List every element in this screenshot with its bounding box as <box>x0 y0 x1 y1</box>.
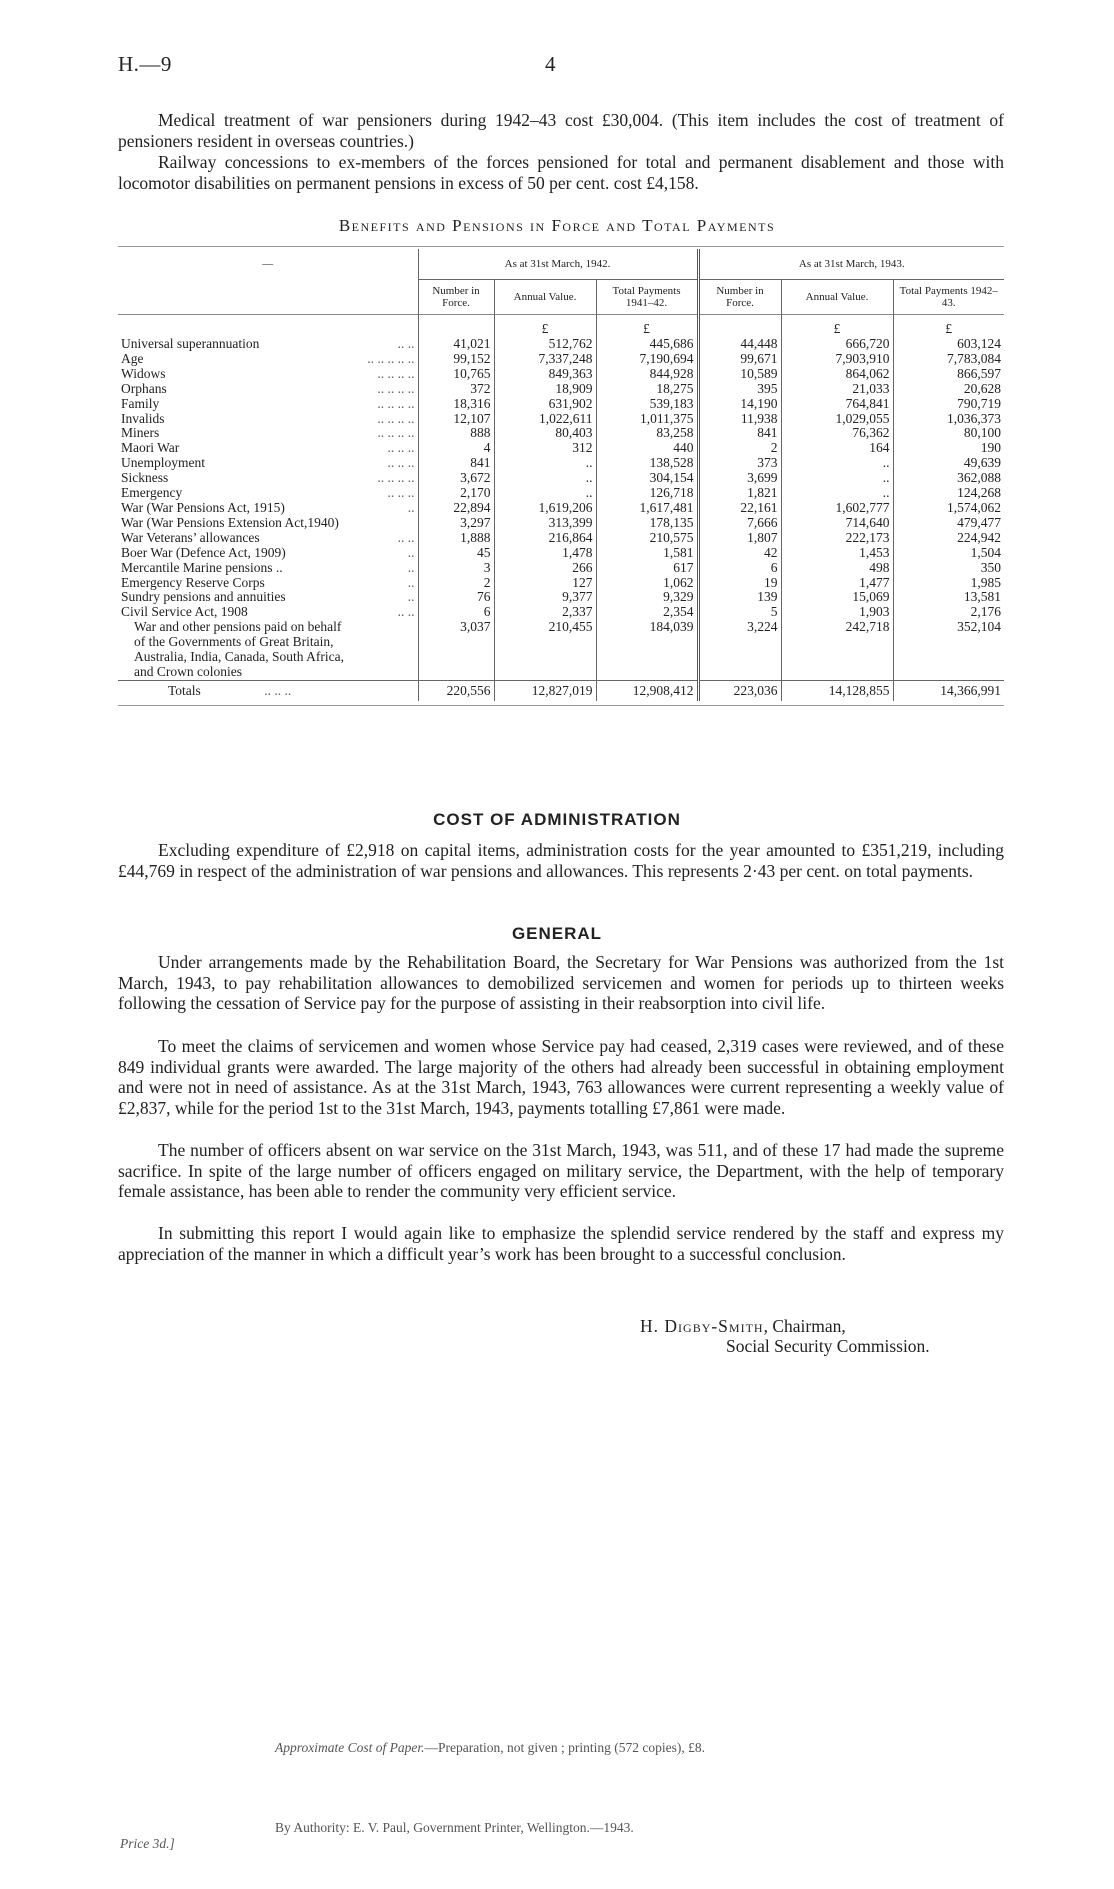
table-row <box>118 501 1004 516</box>
cell-annual-1943: .. <box>781 471 893 486</box>
signatory-organisation: Social Security Commission. <box>726 1336 930 1356</box>
cell-annual-1942: 312 <box>494 441 596 456</box>
admin-heading: COST OF ADMINISTRATION <box>433 810 681 829</box>
cell-number-1943: 7,666 <box>698 516 781 531</box>
cell-number-1943: 5 <box>698 605 781 620</box>
table-row <box>118 471 1004 486</box>
table-row <box>118 426 1004 441</box>
table-row <box>118 605 1004 620</box>
row-label: Mercantile Marine pensions .. <box>121 559 283 575</box>
cell-annual-1943: 1,453 <box>781 546 893 561</box>
totals-payments-1942: 12,908,412 <box>596 680 698 701</box>
table-row <box>118 352 1004 367</box>
cell-annual-1943: 1,029,055 <box>781 412 893 427</box>
cell-number-1942: 45 <box>418 546 494 561</box>
row-label: Australia, India, Canada, South Africa, <box>134 649 344 665</box>
admin-paragraph: Excluding expenditure of £2,918 on capital items, administration costs for the year amounted to £351,219, including £44,769 in respect of the administration of war pensions and allowances. This represents 2·43 per cent. on total payments. <box>118 840 1004 881</box>
cell-annual-1943 <box>781 635 893 650</box>
signature-name-line <box>640 1316 846 1337</box>
cell-annual-1943: 714,640 <box>781 516 893 531</box>
cell-annual-1943: 1,477 <box>781 576 893 591</box>
dot-leader: .. .. .. .. <box>377 410 415 426</box>
cell-payments-1943: 866,597 <box>893 367 1004 382</box>
cell-payments-1942: 1,062 <box>596 576 698 591</box>
dot-leader: .. <box>407 559 415 575</box>
dot-leader: .. .. .. <box>387 485 415 501</box>
row-label: Orphans <box>121 380 167 396</box>
intro-paragraph-railway: Railway concessions to ex-members of the forces pensioned for total and permanent disablement and those with locomotor disabilities on permanent pensions in excess of 50 per cent. cost £4,158. <box>118 152 1004 193</box>
dot-leader: .. <box>407 589 415 605</box>
cell-number-1942: 372 <box>418 382 494 397</box>
cell-number-1943: 1,807 <box>698 531 781 546</box>
dot-leader: .. .. .. <box>387 455 415 471</box>
cell-annual-1943: 7,903,910 <box>781 352 893 367</box>
cell-number-1942: 3,672 <box>418 471 494 486</box>
cell-number-1943 <box>698 635 781 650</box>
cell-annual-1942: .. <box>494 471 596 486</box>
row-label: Sundry pensions and annuities <box>121 589 286 605</box>
dot-leader: .. .. .. .. <box>377 395 415 411</box>
cell-payments-1943: 124,268 <box>893 486 1004 501</box>
cell-annual-1942 <box>494 665 596 680</box>
table-row <box>118 382 1004 397</box>
table-top-rule <box>118 246 1004 247</box>
cell-payments-1942: 445,686 <box>596 337 698 352</box>
table-row <box>118 576 1004 591</box>
cell-payments-1943: 49,639 <box>893 456 1004 471</box>
dot-leader: .. .. <box>397 529 415 545</box>
cell-annual-1942: 313,399 <box>494 516 596 531</box>
cell-payments-1942: 83,258 <box>596 426 698 441</box>
cell-annual-1942: 512,762 <box>494 337 596 352</box>
cell-payments-1942: 126,718 <box>596 486 698 501</box>
cell-annual-1942: 216,864 <box>494 531 596 546</box>
cell-annual-1943: .. <box>781 456 893 471</box>
cell-payments-1943: 190 <box>893 441 1004 456</box>
cell-payments-1942: 18,275 <box>596 382 698 397</box>
cell-annual-1943: 76,362 <box>781 426 893 441</box>
cell-number-1942 <box>418 665 494 680</box>
dot-leader: .. .. .. .. <box>377 365 415 381</box>
cell-annual-1943: 15,069 <box>781 590 893 605</box>
table-row <box>118 516 1004 531</box>
cell-number-1942: 2 <box>418 576 494 591</box>
row-label: Universal superannuation <box>121 336 260 351</box>
row-label: Emergency <box>121 485 183 501</box>
price-note: Price 3d.] <box>120 1836 175 1851</box>
cell-annual-1942: 9,377 <box>494 590 596 605</box>
row-label: and Crown colonies <box>134 663 242 679</box>
cell-annual-1942: 1,619,206 <box>494 501 596 516</box>
cell-payments-1943: 1,985 <box>893 576 1004 591</box>
col-total-1942: Total Payments 1941–42. <box>596 280 698 315</box>
cell-annual-1943: 864,062 <box>781 367 893 382</box>
dot-leader: .. .. <box>397 336 415 351</box>
cell-payments-1942: 1,581 <box>596 546 698 561</box>
cell-annual-1943: 164 <box>781 441 893 456</box>
cell-number-1943: 6 <box>698 561 781 576</box>
dot-leader: .. <box>407 499 415 515</box>
cell-number-1942: 841 <box>418 456 494 471</box>
cell-annual-1942: .. <box>494 456 596 471</box>
cell-number-1942: 99,152 <box>418 352 494 367</box>
cell-number-1943: 10,589 <box>698 367 781 382</box>
cell-annual-1942: .. <box>494 486 596 501</box>
cell-number-1942 <box>418 650 494 665</box>
cell-annual-1943: 222,173 <box>781 531 893 546</box>
dot-leader: .. .. .. .. <box>377 425 415 441</box>
cell-payments-1943: 362,088 <box>893 471 1004 486</box>
totals-row: Totals .. .. .. 220,556 12,827,019 12,908,412 223,036 14,128,855 14,366,991 <box>118 680 1004 701</box>
cell-payments-1942: 617 <box>596 561 698 576</box>
cell-payments-1942: 210,575 <box>596 531 698 546</box>
cell-annual-1942: 1,478 <box>494 546 596 561</box>
signatory-title: , Chairman, <box>763 1316 846 1336</box>
dot-leader: .. .. .. .. <box>377 380 415 396</box>
cell-number-1942: 1,888 <box>418 531 494 546</box>
cell-number-1943: 11,938 <box>698 412 781 427</box>
cell-number-1942: 12,107 <box>418 412 494 427</box>
cell-payments-1943: 2,176 <box>893 605 1004 620</box>
cell-number-1943: 3,224 <box>698 620 781 635</box>
cell-number-1943: 19 <box>698 576 781 591</box>
cell-payments-1942: 7,190,694 <box>596 352 698 367</box>
table-row <box>118 635 1004 650</box>
cell-annual-1942: 210,455 <box>494 620 596 635</box>
cell-payments-1942: 844,928 <box>596 367 698 382</box>
cell-annual-1942: 1,022,611 <box>494 412 596 427</box>
cell-number-1943: 1,821 <box>698 486 781 501</box>
cell-annual-1943: 21,033 <box>781 382 893 397</box>
row-label: Unemployment <box>121 455 205 471</box>
table-row <box>118 546 1004 561</box>
cell-payments-1943: 790,719 <box>893 397 1004 412</box>
general-paragraph-1: Under arrangements made by the Rehabilitation Board, the Secretary for War Pensions was authorized from the 1st March, 1943, to pay rehabilitation allowances to demobilized servicemen and women for periods up to thirteen weeks following the cessation of Service pay for the purpose of assisting in their reabsorption into civil life. <box>118 952 1004 1014</box>
row-label: Widows <box>121 365 166 381</box>
cell-payments-1943: 1,574,062 <box>893 501 1004 516</box>
general-paragraph-2: To meet the claims of servicemen and women whose Service pay had ceased, 2,319 cases were reviewed, and of these 849 individual grants were awarded. The large majority of the others had already been successful in obtaining employment and were not in need of assistance. As at the 31st March, 1943, 763 allowances were current representing a weekly value of £2,837, while for the period 1st to the 31st March, 1943, payments totalling £7,861 were made. <box>118 1036 1004 1118</box>
benefits-table <box>118 246 1004 706</box>
cell-payments-1943: 224,942 <box>893 531 1004 546</box>
cell-payments-1942 <box>596 635 698 650</box>
col-total-1943: Total Payments 1942–43. <box>893 280 1004 315</box>
cell-payments-1943 <box>893 650 1004 665</box>
row-label: Boer War (Defence Act, 1909) <box>121 544 286 560</box>
cell-payments-1943: 1,504 <box>893 546 1004 561</box>
cell-annual-1942: 127 <box>494 576 596 591</box>
cell-annual-1942 <box>494 635 596 650</box>
table-row <box>118 561 1004 576</box>
col-annual-1942: Annual Value. <box>494 280 596 315</box>
cell-payments-1943: 603,124 <box>893 337 1004 352</box>
cell-number-1942 <box>418 635 494 650</box>
dot-leader: .. .. .. <box>387 440 415 456</box>
cell-payments-1942 <box>596 650 698 665</box>
cell-number-1943: 3,699 <box>698 471 781 486</box>
row-label: Sickness <box>121 470 169 486</box>
dot-leader: .. .. <box>397 604 415 620</box>
row-label: War (War Pensions Extension Act,1940) <box>121 514 339 530</box>
row-label: Age <box>121 350 144 366</box>
totals-label: Totals <box>168 682 201 698</box>
cell-annual-1942: 849,363 <box>494 367 596 382</box>
cell-number-1942: 18,316 <box>418 397 494 412</box>
row-label: War and other pensions paid on behalf <box>134 619 342 635</box>
stub-subheader <box>118 280 418 315</box>
cell-number-1942: 3,037 <box>418 620 494 635</box>
totals-number-1943: 223,036 <box>698 680 781 701</box>
cell-number-1943: 14,190 <box>698 397 781 412</box>
cell-number-1943: 139 <box>698 590 781 605</box>
cell-payments-1943: 350 <box>893 561 1004 576</box>
table-bottom-rule <box>118 705 1004 706</box>
cell-payments-1943: 13,581 <box>893 590 1004 605</box>
cell-payments-1942: 1,617,481 <box>596 501 698 516</box>
cell-annual-1942: 18,909 <box>494 382 596 397</box>
cell-number-1943: 373 <box>698 456 781 471</box>
cell-payments-1942: 9,329 <box>596 590 698 605</box>
cell-number-1943 <box>698 665 781 680</box>
cell-number-1943: 2 <box>698 441 781 456</box>
cell-payments-1942: 184,039 <box>596 620 698 635</box>
signatory-name: H. Digby-Smith <box>640 1316 764 1336</box>
cell-number-1943: 42 <box>698 546 781 561</box>
row-label: of the Governments of Great Britain, <box>134 634 334 650</box>
cell-payments-1942: 539,183 <box>596 397 698 412</box>
general-paragraph-4: In submitting this report I would again like to emphasize the splendid service rendered by the staff and express my appreciation of the manner in which a difficult year’s work has been brought to a successful conclusion. <box>118 1223 1004 1264</box>
stub-header: — <box>262 258 274 271</box>
table-row <box>118 441 1004 456</box>
row-label: Emergency Reserve Corps <box>121 574 265 590</box>
cell-number-1942: 888 <box>418 426 494 441</box>
totals-annual-1943: 14,128,855 <box>781 680 893 701</box>
cell-payments-1942: 178,135 <box>596 516 698 531</box>
pound-sign: £ <box>781 315 893 338</box>
cell-payments-1943: 352,104 <box>893 620 1004 635</box>
row-label: War Veterans’ allowances <box>121 529 260 545</box>
cell-annual-1943: 1,602,777 <box>781 501 893 516</box>
cell-payments-1943 <box>893 635 1004 650</box>
cell-number-1942: 41,021 <box>418 337 494 352</box>
pound-sign: £ <box>596 315 698 338</box>
table-row <box>118 486 1004 501</box>
cell-number-1942: 10,765 <box>418 367 494 382</box>
cell-annual-1943: 1,903 <box>781 605 893 620</box>
cell-number-1943: 841 <box>698 426 781 441</box>
row-label: Civil Service Act, 1908 <box>121 604 248 620</box>
cell-annual-1943: 242,718 <box>781 620 893 635</box>
cell-number-1943: 395 <box>698 382 781 397</box>
cell-annual-1943: 498 <box>781 561 893 576</box>
dot-leader: .. <box>407 574 415 590</box>
cell-annual-1942: 631,902 <box>494 397 596 412</box>
cell-payments-1943: 7,783,084 <box>893 352 1004 367</box>
cell-payments-1942: 138,528 <box>596 456 698 471</box>
cell-annual-1942: 7,337,248 <box>494 352 596 367</box>
table-row <box>118 665 1004 680</box>
table-row <box>118 650 1004 665</box>
totals-annual-1942: 12,827,019 <box>494 680 596 701</box>
general-heading: GENERAL <box>511 924 603 943</box>
document-reference: H.—9 <box>118 52 172 76</box>
totals-number-1942: 220,556 <box>418 680 494 701</box>
cell-payments-1942: 2,354 <box>596 605 698 620</box>
row-label: Maori War <box>121 440 180 456</box>
cell-payments-1942: 440 <box>596 441 698 456</box>
group-header-1942: As at 31st March, 1942. <box>418 249 698 280</box>
pound-sign: £ <box>494 315 596 338</box>
dot-leader: .. <box>407 544 415 560</box>
cell-payments-1942: 304,154 <box>596 471 698 486</box>
row-label: War (War Pensions Act, 1915) <box>121 499 285 515</box>
printing-authority: By Authority: E. V. Paul, Government Printer, Wellington.—1943. <box>275 1820 634 1835</box>
cell-number-1942: 4 <box>418 441 494 456</box>
pound-sign: £ <box>893 315 1004 338</box>
table-row <box>118 531 1004 546</box>
row-label: Invalids <box>121 410 165 426</box>
cell-payments-1943: 80,100 <box>893 426 1004 441</box>
table-title: Benefits and Pensions in Force and Total Payments <box>338 216 776 235</box>
cell-number-1943: 22,161 <box>698 501 781 516</box>
table-row <box>118 456 1004 471</box>
cell-annual-1943: 764,841 <box>781 397 893 412</box>
cell-annual-1943: .. <box>781 486 893 501</box>
row-label: Miners <box>121 425 160 441</box>
table-row <box>118 337 1004 352</box>
cell-annual-1943: 666,720 <box>781 337 893 352</box>
cell-payments-1943: 20,628 <box>893 382 1004 397</box>
unit-row <box>118 315 1004 338</box>
intro-paragraph-medical: Medical treatment of war pensioners during 1942–43 cost £30,004. (This item includes the cost of treatment of pensioners resident in overseas countries.) <box>118 110 1004 151</box>
table-row <box>118 590 1004 605</box>
cell-payments-1943: 1,036,373 <box>893 412 1004 427</box>
cell-annual-1942 <box>494 650 596 665</box>
cell-annual-1943 <box>781 650 893 665</box>
cell-annual-1942: 80,403 <box>494 426 596 441</box>
table-row <box>118 367 1004 382</box>
table-row <box>118 620 1004 635</box>
cell-annual-1943 <box>781 665 893 680</box>
cost-of-paper-note: Approximate Cost of Paper.—Preparation, not given ; printing (572 copies), £8. <box>275 1740 705 1755</box>
cell-annual-1942: 266 <box>494 561 596 576</box>
cell-payments-1942 <box>596 665 698 680</box>
col-number-1943: Number in Force. <box>698 280 781 315</box>
row-label: Family <box>121 395 160 411</box>
cell-payments-1943: 479,477 <box>893 516 1004 531</box>
cell-number-1942: 22,894 <box>418 501 494 516</box>
cell-number-1943: 99,671 <box>698 352 781 367</box>
general-paragraph-3: The number of officers absent on war service on the 31st March, 1943, was 511, and of these 17 had made the supreme sacrifice. In spite of the large number of officers engaged on military service, the Department, with the help of temporary female assistance, has been able to render the community very efficient service. <box>118 1140 1004 1202</box>
cell-number-1943: 44,448 <box>698 337 781 352</box>
totals-payments-1943: 14,366,991 <box>893 680 1004 701</box>
cell-number-1942: 3,297 <box>418 516 494 531</box>
cell-number-1943 <box>698 650 781 665</box>
dot-leader: .. .. .. .. .. <box>367 350 415 366</box>
cell-number-1942: 6 <box>418 605 494 620</box>
group-header-1943: As at 31st March, 1943. <box>698 249 1004 280</box>
table-row <box>118 397 1004 412</box>
page-number: 4 <box>545 52 556 76</box>
cell-number-1942: 76 <box>418 590 494 605</box>
cell-payments-1942: 1,011,375 <box>596 412 698 427</box>
col-annual-1943: Annual Value. <box>781 280 893 315</box>
dot-leader: .. .. .. .. <box>377 470 415 486</box>
table-row <box>118 412 1004 427</box>
col-number-1942: Number in Force. <box>418 280 494 315</box>
cell-payments-1943 <box>893 665 1004 680</box>
cell-number-1942: 2,170 <box>418 486 494 501</box>
cell-number-1942: 3 <box>418 561 494 576</box>
cell-annual-1942: 2,337 <box>494 605 596 620</box>
